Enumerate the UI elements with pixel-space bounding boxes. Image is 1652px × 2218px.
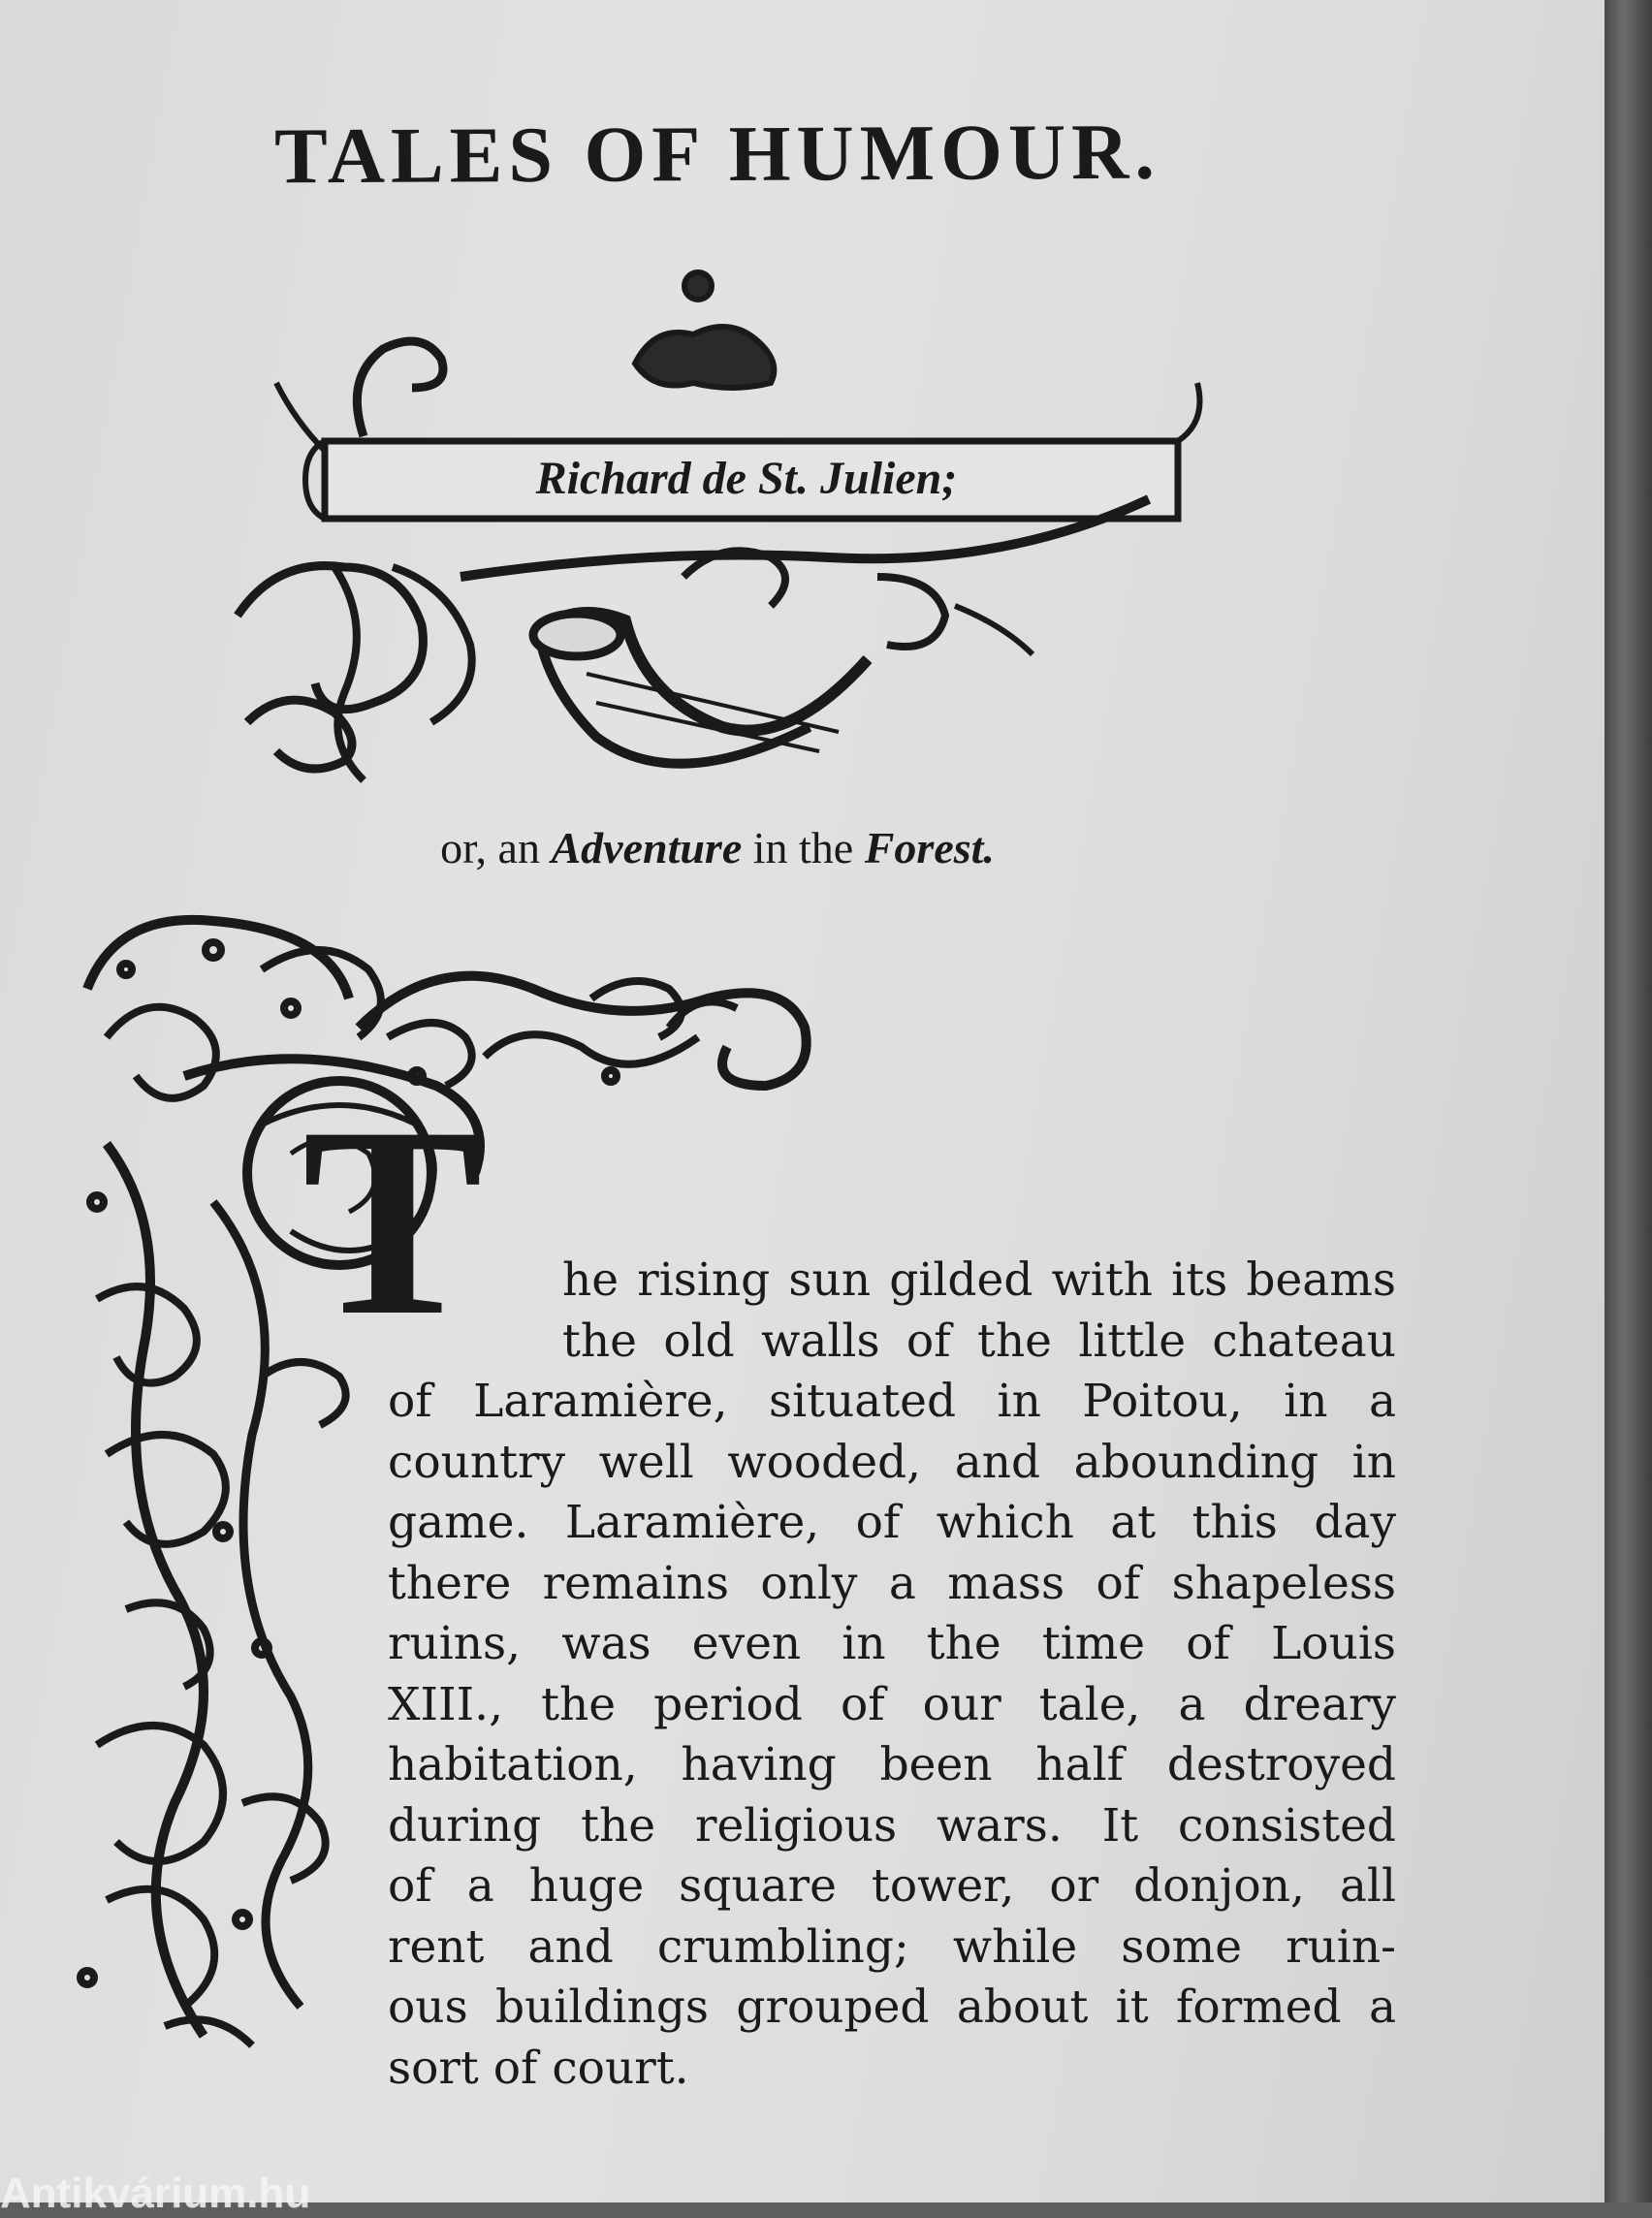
chapter-subtitle	[330, 822, 1105, 873]
horn-banner-illustration	[218, 257, 1207, 800]
story-body	[388, 1251, 1396, 2099]
body-line: of Laramière, situated in Poitou, in a	[388, 1375, 1396, 1428]
body-line: XIII., the period of our tale, a dreary	[388, 1677, 1396, 1731]
scroll-label: Richard de St. Julien;	[535, 452, 958, 504]
body-line: ruins, was even in the time of Louis	[388, 1617, 1396, 1670]
body-line: habitation, having been half destroyed	[388, 1738, 1396, 1791]
subtitle-fancy-word-1: Adventure	[551, 823, 743, 872]
body-line: game. Laramière, of which at this day	[388, 1496, 1396, 1549]
subtitle-fancy-word-2: Forest.	[864, 823, 995, 872]
subtitle-middle: in the	[752, 823, 854, 872]
site-watermark: Antikvárium.hu	[0, 2170, 311, 2217]
body-line: rent and crumbling; while some ruin-	[388, 1919, 1396, 1974]
subtitle-plain: or, an	[440, 823, 540, 872]
body-line: the old walls of the little chateau	[562, 1314, 1396, 1368]
body-line: during the religious wars. It consisted	[388, 1798, 1396, 1853]
body-line: he rising sun gilded with its beams	[562, 1253, 1396, 1307]
body-line: ous buildings grouped about it formed a	[388, 1980, 1396, 2034]
page-title: TALES OF HUMOUR.	[273, 107, 1161, 201]
body-line: sort of court.	[388, 2041, 689, 2095]
body-line: of a huge square tower, or donjon, all	[388, 1859, 1396, 1913]
book-gutter	[1604, 0, 1652, 2202]
body-line: there remains only a mass of shapeless	[388, 1556, 1396, 1610]
drop-cap-letter: T	[302, 1070, 484, 1372]
body-line: country well wooded, and abounding in	[388, 1435, 1396, 1489]
